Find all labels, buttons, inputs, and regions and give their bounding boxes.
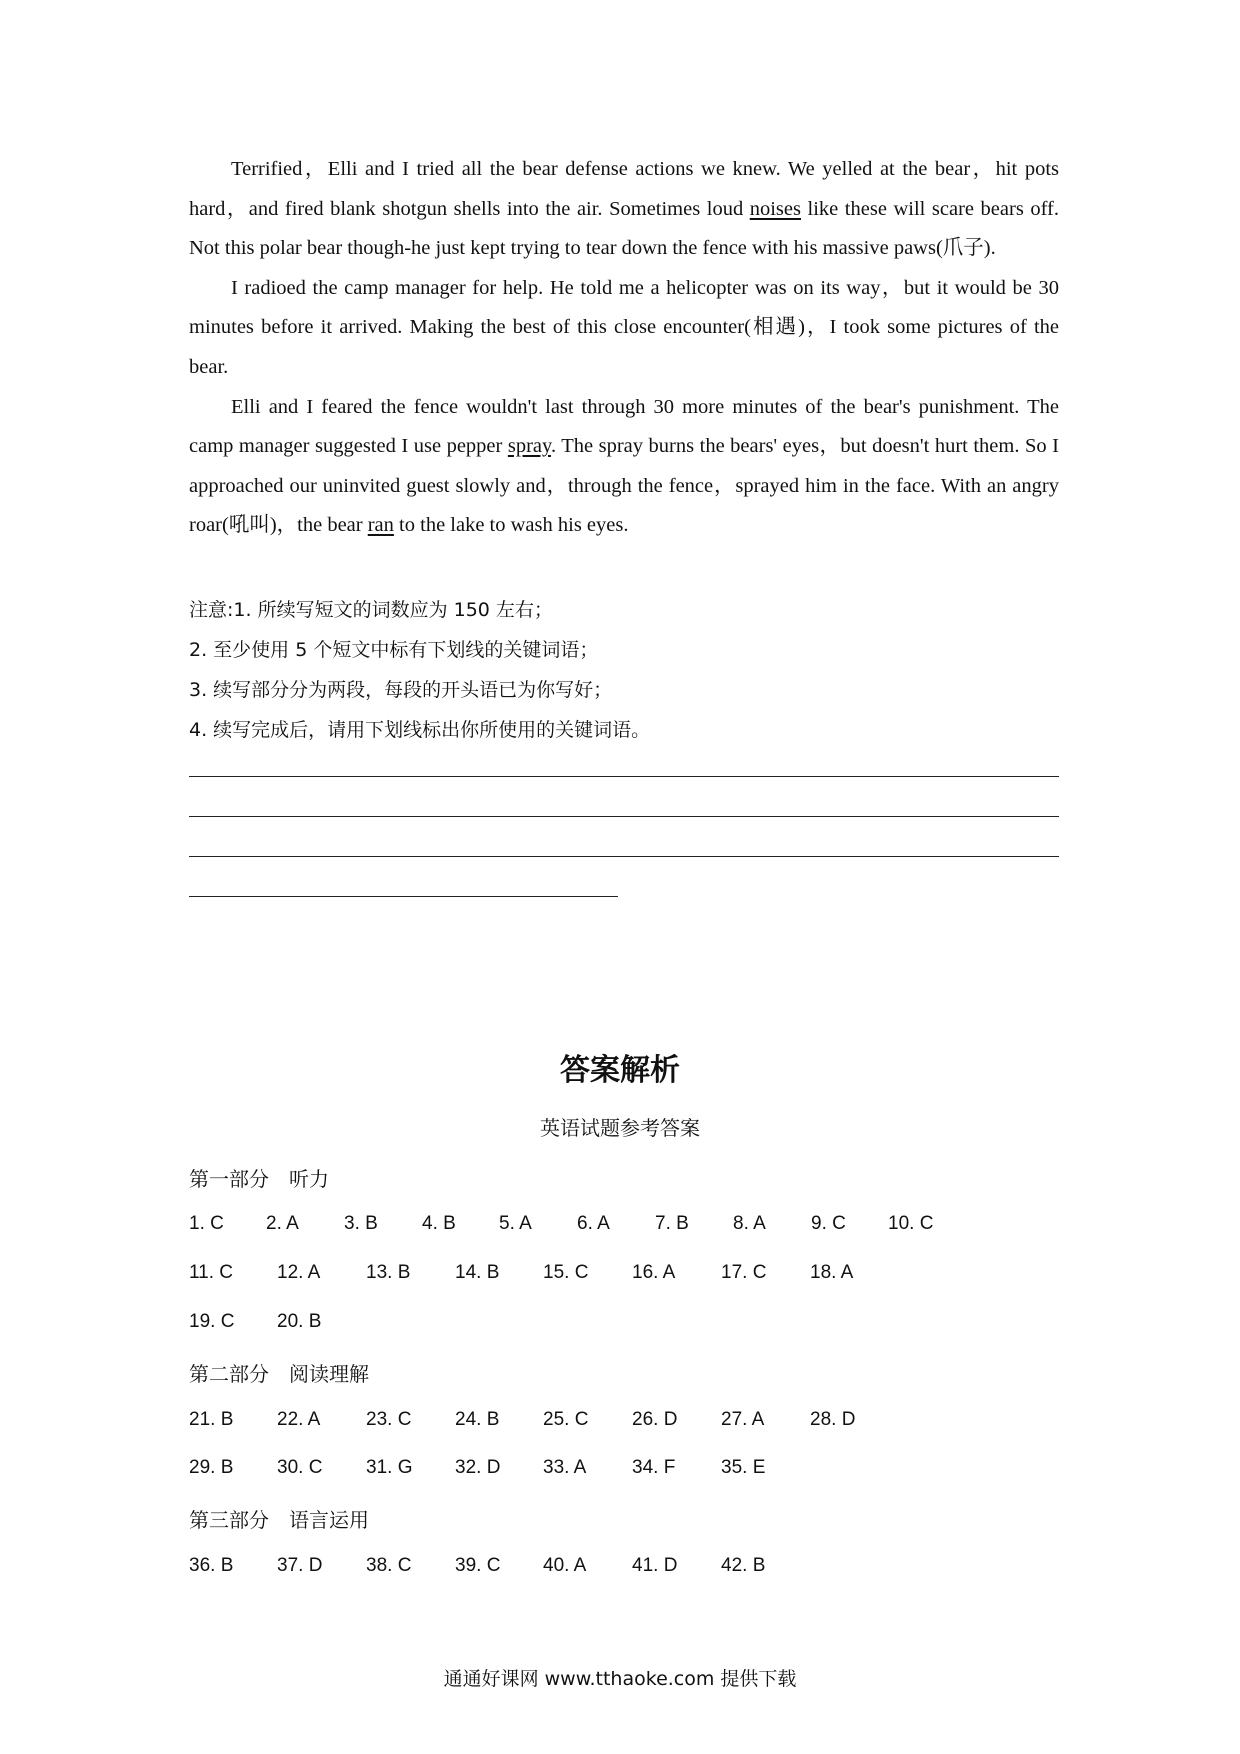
answer-item: 24. B [455, 1409, 500, 1430]
instruction-line: 2. 至少使用 5 个短文中标有下划线的关键词语； [189, 639, 599, 661]
answer-item: 22. A [277, 1409, 321, 1430]
answer-item: 39. C [455, 1555, 501, 1576]
answer-item: 6. A [577, 1213, 610, 1234]
story-paragraph-2: I radioed the camp manager for help. He told me a helicopter was on its way，but it would be 30 minutes before it arrived. Making the best of this close encounter(相遇)，I took some pictures of the bear. [189, 276, 1059, 378]
answer-item: 9. C [811, 1213, 846, 1234]
instruction-line: 注意:1. 所续写短文的词数应为 150 左右； [189, 599, 553, 621]
story-text: like these will scare bears off. Not this polar bear though-he just kept trying to tear down the fence with his massive paws(爪子). [189, 197, 1059, 260]
story-text: to the lake to wash his eyes. [393, 514, 629, 537]
answer-item: 18. A [810, 1262, 854, 1283]
answer-item: 20. B [277, 1311, 322, 1332]
answer-item: 3. B [344, 1213, 378, 1234]
answer-item: 12. A [277, 1262, 321, 1283]
story-text: Terrified，Elli and I tried all the bear defense actions we knew. We yelled at the bear，hit pots hard，and fired blank shotgun shells into the air. Sometimes loud [189, 158, 1059, 220]
story-text: . The spray burns the bears' eyes，but doesn't hurt them. So I approached our uninvited guest slowly and，through the fence，sprayed him in the face. With an angry roar(吼叫)，the bear [189, 435, 1059, 537]
instruction-line: 3. 续写部分分为两段，每段的开头语已为你写好； [189, 679, 613, 701]
answer-item: 29. B [189, 1457, 234, 1478]
answer-item: 16. A [632, 1262, 676, 1283]
answer-item: 31. G [366, 1457, 413, 1478]
answer-item: 15. C [543, 1262, 589, 1283]
answer-item: 4. B [422, 1213, 456, 1234]
story-paragraph-1 [189, 150, 1059, 269]
answer-item: 1. C [189, 1213, 224, 1234]
answer-item: 33. A [543, 1457, 587, 1478]
answer-item: 13. B [366, 1262, 411, 1283]
answer-item: 37. D [277, 1555, 323, 1576]
answer-item: 17. C [721, 1262, 767, 1283]
answer-item: 38. C [366, 1555, 412, 1576]
answer-item: 10. C [888, 1213, 934, 1234]
keyword-noises: noises [749, 197, 801, 220]
writing-line [189, 816, 1059, 817]
answer-title: 答案解析 [560, 1053, 680, 1088]
answer-item: 11. C [189, 1262, 234, 1283]
answer-item: 26. D [632, 1409, 678, 1430]
section-title: 第三部分 语言运用 [189, 1508, 369, 1532]
answer-item: 14. B [455, 1262, 500, 1283]
answer-item: 28. D [810, 1409, 856, 1430]
answer-item: 5. A [499, 1213, 532, 1234]
writing-line [189, 896, 618, 897]
answer-item: 25. C [543, 1409, 589, 1430]
answer-item: 2. A [266, 1213, 299, 1234]
answer-item: 19. C [189, 1311, 235, 1332]
section-title: 第二部分 阅读理解 [189, 1362, 369, 1386]
answer-item: 21. B [189, 1409, 234, 1430]
answer-item: 30. C [277, 1457, 323, 1478]
answer-item: 23. C [366, 1409, 412, 1430]
keyword-spray: spray [507, 435, 551, 458]
answer-item: 42. B [721, 1555, 766, 1576]
writing-line [189, 776, 1059, 777]
answer-subtitle: 英语试题参考答案 [540, 1116, 700, 1140]
story-text: Elli and I feared the fence wouldn't last through 30 more minutes of the bear's punishment. The camp manager suggested I use pepper [189, 395, 1059, 458]
answer-item: 36. B [189, 1555, 234, 1576]
section-title: 第一部分 听力 [189, 1167, 329, 1191]
keyword-ran: ran [367, 514, 394, 537]
answer-item: 35. E [721, 1457, 766, 1478]
instructions [189, 590, 1059, 750]
answer-item: 34. F [632, 1457, 676, 1478]
answer-item: 40. A [543, 1555, 587, 1576]
answer-item: 32. D [455, 1457, 501, 1478]
page-footer: 通通好课网 www.tthaoke.com 提供下载 [443, 1668, 797, 1690]
writing-line [189, 856, 1059, 857]
story-paragraph-3 [189, 388, 1059, 546]
story-passage [189, 150, 1059, 546]
answer-item: 27. A [721, 1409, 765, 1430]
answer-item: 41. D [632, 1555, 678, 1576]
answer-item: 7. B [655, 1213, 689, 1234]
instruction-line: 4. 续写完成后，请用下划线标出你所使用的关键词语。 [189, 719, 651, 741]
answer-item: 8. A [733, 1213, 766, 1234]
